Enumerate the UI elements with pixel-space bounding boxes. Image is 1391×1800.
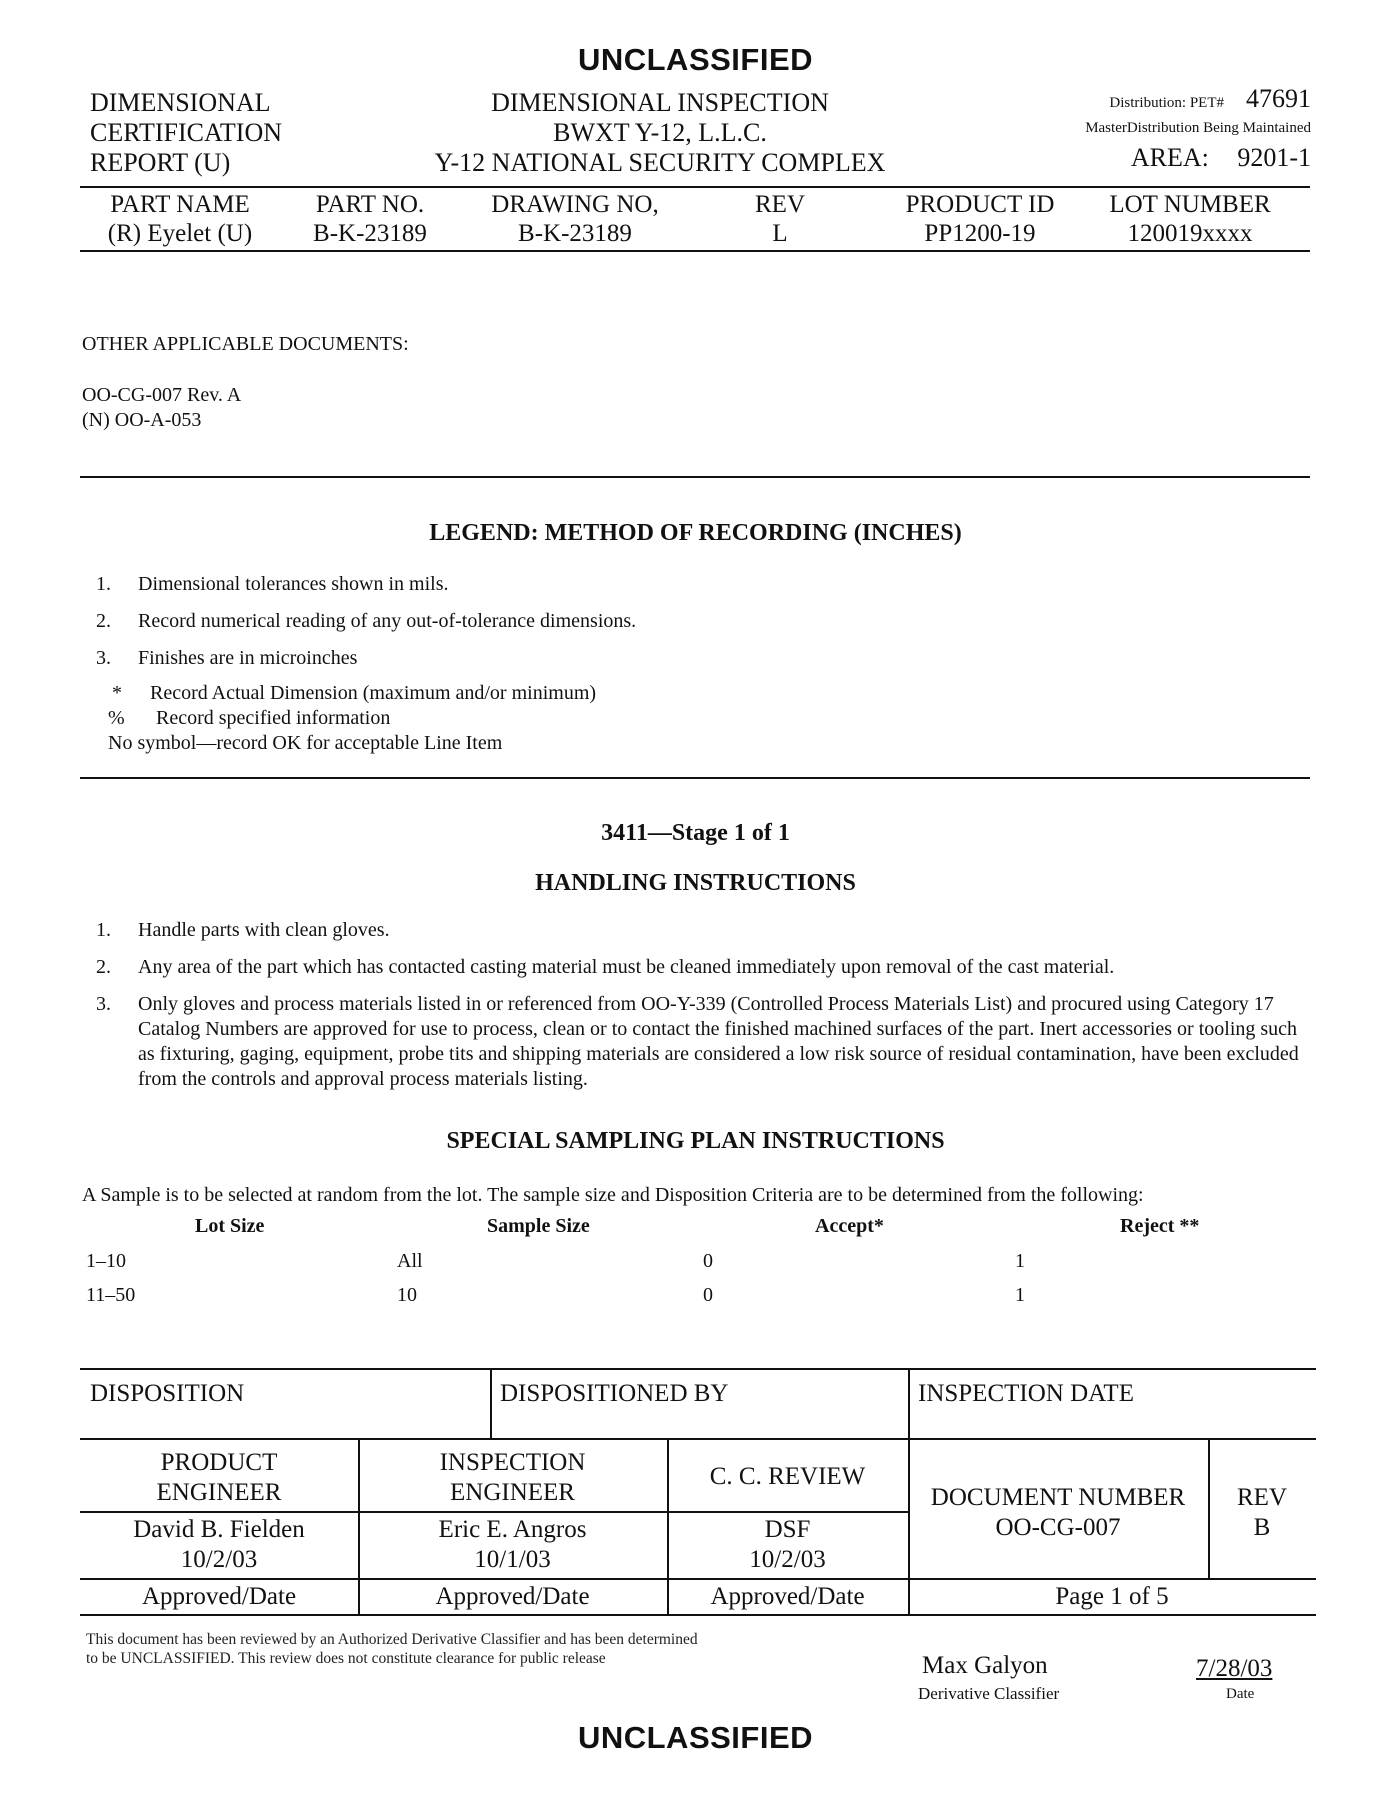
- title-line: ENGINEER: [450, 1479, 575, 1506]
- distribution-label: Distribution: PET#: [1109, 95, 1224, 111]
- approvals-mid-line: [80, 1511, 910, 1513]
- signature-name: Eric E. Angros: [438, 1516, 587, 1543]
- legend-divider: [80, 777, 1310, 779]
- col-header-sample-size: Sample Size: [487, 1215, 590, 1237]
- review-note: [86, 1630, 698, 1668]
- rev-value: L: [772, 220, 788, 247]
- classification-bottom: UNCLASSIFIED: [577, 1720, 814, 1755]
- area-label: AREA:: [1130, 143, 1209, 172]
- handling-item-number: 1.: [96, 919, 111, 941]
- sampling-title: SPECIAL SAMPLING PLAN INSTRUCTIONS: [446, 1128, 945, 1154]
- org-line: Y-12 NATIONAL SECURITY COMPLEX: [434, 148, 886, 177]
- signature-name: David B. Fielden: [133, 1516, 305, 1543]
- legend-item-text: Finishes are in microinches: [138, 647, 358, 669]
- org-line: DIMENSIONAL INSPECTION: [491, 88, 829, 117]
- rev-block: [1208, 1483, 1316, 1543]
- legend-item: [96, 572, 1326, 597]
- cc-review-title: C. C. REVIEW: [709, 1463, 866, 1490]
- sampling-intro: A Sample is to be selected at random from the lot. The sample size and Disposition Criteria are to be determined from the following:: [82, 1184, 1144, 1206]
- classification-top: UNCLASSIFIED: [577, 42, 814, 77]
- legend-item: [96, 609, 1326, 634]
- product-engineer-title: [80, 1448, 358, 1508]
- approved-date-label: Approved/Date: [141, 1583, 297, 1610]
- table-cell: 1: [1015, 1250, 1025, 1272]
- approvals-top-line: [80, 1438, 1316, 1440]
- legend-title: LEGEND: METHOD OF RECORDING (INCHES): [429, 520, 962, 546]
- handling-item: [96, 955, 1316, 980]
- inspection-date-label: INSPECTION DATE: [918, 1380, 1134, 1407]
- disposition-sep: [908, 1368, 910, 1438]
- legend-symbol-text: Record Actual Dimension (maximum and/or minimum): [150, 682, 597, 704]
- rev-label: REV: [1237, 1484, 1287, 1511]
- product-id-header: PRODUCT ID: [905, 191, 1055, 218]
- legend-symbol-text: Record specified information: [156, 707, 391, 729]
- report-type: [90, 88, 282, 178]
- legend-item-text: Record numerical reading of any out-of-tolerance dimensions.: [138, 610, 637, 632]
- page-number: Page 1 of 5: [1055, 1583, 1169, 1610]
- drawing-no-col: [460, 190, 690, 248]
- document-number-label: DOCUMENT NUMBER: [930, 1484, 1186, 1511]
- other-doc-item: OO-CG-007 Rev. A: [82, 384, 242, 406]
- table-cell: 1: [1015, 1284, 1025, 1306]
- dispositioned-by-label: DISPOSITIONED BY: [500, 1380, 729, 1407]
- handling-item-number: 3.: [96, 993, 111, 1015]
- part-name-header: PART NAME: [110, 191, 250, 218]
- product-id-value: PP1200-19: [924, 220, 1036, 247]
- legend-list: [96, 572, 1326, 683]
- disposition-label: DISPOSITION: [90, 1380, 245, 1407]
- handling-item-number: 2.: [96, 956, 111, 978]
- inspection-engineer-title: [358, 1448, 667, 1508]
- report-type-line: DIMENSIONAL: [90, 88, 271, 117]
- signature-date: 10/2/03: [749, 1546, 826, 1573]
- approvals-bottom-line: [80, 1614, 1316, 1616]
- table-cell: All: [397, 1250, 423, 1272]
- col-header-reject: Reject **: [1120, 1215, 1200, 1237]
- table-cell: 11–50: [86, 1284, 136, 1306]
- col-header-accept: Accept*: [815, 1215, 884, 1237]
- signature-date: 10/1/03: [474, 1546, 551, 1573]
- drawing-no-value: B-K-23189: [518, 220, 632, 247]
- approved-date-label: Approved/Date: [435, 1583, 590, 1610]
- approvals-low-line: [80, 1578, 1316, 1580]
- legend-item-number: 3.: [96, 647, 111, 669]
- report-type-line: REPORT (U): [90, 148, 231, 177]
- title-line: ENGINEER: [156, 1479, 282, 1506]
- report-type-line: CERTIFICATION: [90, 118, 282, 147]
- part-no-value: B-K-23189: [313, 220, 427, 247]
- other-doc-item: (N) OO-A-053: [82, 409, 202, 431]
- disposition-top-line: [80, 1368, 1316, 1370]
- handling-item-text: Only gloves and process materials listed in or referenced from OO-Y-339 (Controlled Process Materials List) and procured using Category 17 Catalog Numbers are approved for use to process, clean or to contact the finished machined surfaces of the part. Inert accessories or tooling such as fixturing, gaging, equipment, probe tits and shipping materials are considered a low risk source of residual contamination, have been excluded from the controls and approval process materials listing.: [138, 993, 1299, 1090]
- part-name-value: (R) Eyelet (U): [107, 220, 253, 247]
- legend-symbol: %: [108, 707, 125, 729]
- legend-symbol-row: [108, 706, 596, 731]
- docs-divider: [80, 476, 1310, 478]
- rev-value: B: [1253, 1514, 1271, 1541]
- lot-number-value: 120019xxxx: [1127, 220, 1253, 247]
- legend-symbol: *: [112, 682, 122, 704]
- legend-no-symbol: No symbol—record OK for acceptable Line Item: [108, 732, 503, 754]
- handling-title: HANDLING INSTRUCTIONS: [535, 870, 856, 896]
- stage-title: 3411—Stage 1 of 1: [601, 820, 790, 846]
- col-header-lot-size: Lot Size: [195, 1215, 265, 1237]
- review-note-line: to be UNCLASSIFIED. This review does not constitute clearance for public release: [86, 1650, 606, 1667]
- document-number-value: OO-CG-007: [995, 1514, 1121, 1541]
- other-docs-list: [82, 383, 241, 433]
- disposition-sep: [490, 1368, 492, 1438]
- legend-item-number: 1.: [96, 573, 111, 595]
- handling-item: [96, 918, 1316, 943]
- classifier-title: Derivative Classifier: [918, 1684, 1060, 1703]
- org-line: BWXT Y-12, L.L.C.: [553, 118, 767, 147]
- area-value: 9201-1: [1237, 143, 1311, 172]
- review-note-line: This document has been reviewed by an Authorized Derivative Classifier and has been determined: [86, 1631, 698, 1648]
- legend-symbols: [108, 681, 596, 756]
- cc-review-signature: [667, 1515, 908, 1575]
- signature-name: DSF: [764, 1516, 811, 1543]
- master-distribution: MasterDistribution Being Maintained: [1085, 120, 1311, 136]
- product-engineer-signature: [80, 1515, 358, 1575]
- distribution-number: 47691: [1246, 84, 1311, 113]
- lot-number-header: LOT NUMBER: [1109, 191, 1271, 218]
- inspection-engineer-signature: [358, 1515, 667, 1575]
- part-name-col: [80, 190, 280, 248]
- legend-item-number: 2.: [96, 610, 111, 632]
- part-info-divider: [80, 250, 1310, 252]
- title-line: INSPECTION: [439, 1449, 586, 1476]
- classification-date-label: Date: [1226, 1686, 1255, 1702]
- drawing-no-header: DRAWING NO,: [491, 191, 659, 218]
- header-divider: [80, 186, 1310, 188]
- legend-item-text: Dimensional tolerances shown in mils.: [138, 573, 449, 595]
- rev-header: REV: [755, 191, 805, 218]
- classifier-name: Max Galyon: [922, 1652, 1048, 1679]
- handling-item: [96, 992, 1316, 1092]
- part-info-row: [80, 190, 1310, 248]
- handling-item-text: Any area of the part which has contacted casting material must be cleaned immediately upon removal of the cast material.: [138, 956, 1115, 978]
- table-cell: 0: [703, 1284, 713, 1306]
- signature-date: 10/2/03: [180, 1546, 258, 1573]
- handling-list: [96, 918, 1316, 1104]
- rev-col: [690, 190, 870, 248]
- distribution-block: [1085, 84, 1311, 173]
- organization-block: [400, 88, 920, 178]
- approved-date-label: Approved/Date: [710, 1583, 865, 1610]
- document-number-block: [908, 1483, 1208, 1543]
- part-no-header: PART NO.: [315, 191, 425, 218]
- product-id-col: [870, 190, 1090, 248]
- table-cell: 10: [397, 1284, 417, 1306]
- legend-item: [96, 646, 1326, 671]
- part-no-col: [280, 190, 460, 248]
- legend-symbol-row: [108, 681, 596, 706]
- classification-date: 7/28/03: [1196, 1655, 1273, 1682]
- other-docs-title: OTHER APPLICABLE DOCUMENTS:: [82, 333, 409, 355]
- title-line: PRODUCT: [160, 1449, 278, 1476]
- table-cell: 1–10: [86, 1250, 126, 1272]
- handling-item-text: Handle parts with clean gloves.: [138, 919, 390, 941]
- table-cell: 0: [703, 1250, 713, 1272]
- lot-number-col: [1090, 190, 1290, 248]
